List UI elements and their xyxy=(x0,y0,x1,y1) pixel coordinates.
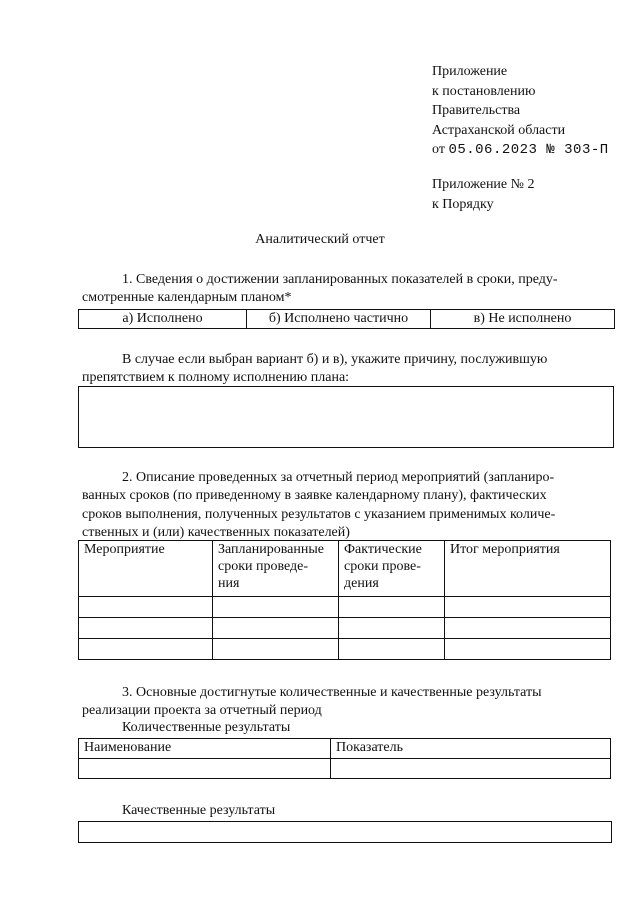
events-cell[interactable] xyxy=(339,639,445,660)
events-col-planned xyxy=(213,541,339,597)
events-table-header xyxy=(79,541,611,597)
option-partially-executed[interactable]: б) Исполнено частично xyxy=(247,310,431,329)
quantitative-col-name: Наименование xyxy=(79,739,331,759)
events-cell[interactable] xyxy=(213,639,339,660)
section2-line-4: ственных и (или) качественных показателей) xyxy=(82,525,350,541)
section2-line-2: ванных сроков (по приведенному в заявке календарному плану), фактических xyxy=(82,488,547,504)
appendix-date-line xyxy=(432,140,609,161)
section1-reason-text xyxy=(82,351,607,388)
events-cell[interactable] xyxy=(79,597,213,618)
qualitative-results-box[interactable] xyxy=(78,821,612,843)
table-row xyxy=(79,639,611,660)
events-col-planned-line-2: сроки проведе- xyxy=(218,559,309,574)
quantitative-col-indicator: Показатель xyxy=(331,739,611,759)
section1-heading-line-2: смотренные календарным планом* xyxy=(82,290,292,306)
document-title: Аналитический отчет xyxy=(255,232,385,247)
section1-options-table xyxy=(78,309,615,329)
section3-line-1: 3. Основные достигнутые количественные и качественные результаты xyxy=(122,685,542,700)
events-cell[interactable] xyxy=(79,618,213,639)
events-cell[interactable] xyxy=(445,597,611,618)
appendix2-header xyxy=(432,175,535,214)
appendix2-line-2: к Порядку xyxy=(432,196,494,212)
events-col-planned-line-3: ния xyxy=(218,576,240,591)
quantitative-results-label: Количественные результаты xyxy=(122,720,291,735)
events-col-planned-line-1: Запланированные xyxy=(218,542,324,557)
appendix-line-1: Приложение xyxy=(432,64,508,79)
events-col-result-label: Итог мероприятия xyxy=(450,542,560,557)
events-cell[interactable] xyxy=(339,618,445,639)
qualitative-results-label: Качественные результаты xyxy=(122,803,276,818)
events-table xyxy=(78,540,611,660)
events-cell[interactable] xyxy=(445,618,611,639)
appendix-date-number: 05.06.2023 № 303-П xyxy=(448,142,609,158)
section3-heading xyxy=(82,684,607,721)
events-cell[interactable] xyxy=(339,597,445,618)
section3-line-2: реализации проекта за отчетный период xyxy=(82,703,322,719)
appendix-header xyxy=(432,62,609,161)
appendix-date-prefix: от xyxy=(432,142,445,157)
events-col-result xyxy=(445,541,611,597)
events-col-event xyxy=(79,541,213,597)
appendix-line-2: к постановлению xyxy=(432,83,536,99)
section2-line-3: сроков выполнения, полученных результатов с указанием применимых количе- xyxy=(82,506,556,522)
quantitative-cell[interactable] xyxy=(79,759,331,779)
quantitative-cell[interactable] xyxy=(331,759,611,779)
quantitative-results-table xyxy=(78,738,611,779)
section2-heading xyxy=(82,469,607,543)
events-col-actual-line-2: сроки прове- xyxy=(344,559,421,574)
table-row xyxy=(79,759,611,779)
reason-input-box[interactable] xyxy=(78,386,614,448)
events-col-actual xyxy=(339,541,445,597)
quantitative-table-header xyxy=(79,739,611,759)
events-col-event-label: Мероприятие xyxy=(84,542,165,557)
events-col-actual-line-1: Фактические xyxy=(344,542,422,557)
events-cell[interactable] xyxy=(213,618,339,639)
appendix-line-3: Правительства xyxy=(432,103,521,118)
section1-heading xyxy=(82,271,607,308)
option-executed[interactable]: а) Исполнено xyxy=(79,310,247,329)
section1-reason-line-1: В случае если выбран вариант б) и в), укажите причину, послужившую xyxy=(122,352,548,367)
events-cell[interactable] xyxy=(79,639,213,660)
appendix2-line-1: Приложение № 2 xyxy=(432,177,535,192)
option-not-executed[interactable]: в) Не исполнено xyxy=(431,310,615,329)
events-col-actual-line-3: дения xyxy=(344,576,379,591)
section1-reason-line-2: препятствием к полному исполнению плана: xyxy=(82,370,350,386)
section2-line-1: 2. Описание проведенных за отчетный период мероприятий (запланиро- xyxy=(122,470,555,485)
table-row xyxy=(79,618,611,639)
events-cell[interactable] xyxy=(213,597,339,618)
events-cell[interactable] xyxy=(445,639,611,660)
table-row xyxy=(79,597,611,618)
section1-heading-line-1: 1. Сведения о достижении запланированных показателей в сроки, преду- xyxy=(122,272,558,287)
appendix-line-4: Астраханской области xyxy=(432,122,566,138)
